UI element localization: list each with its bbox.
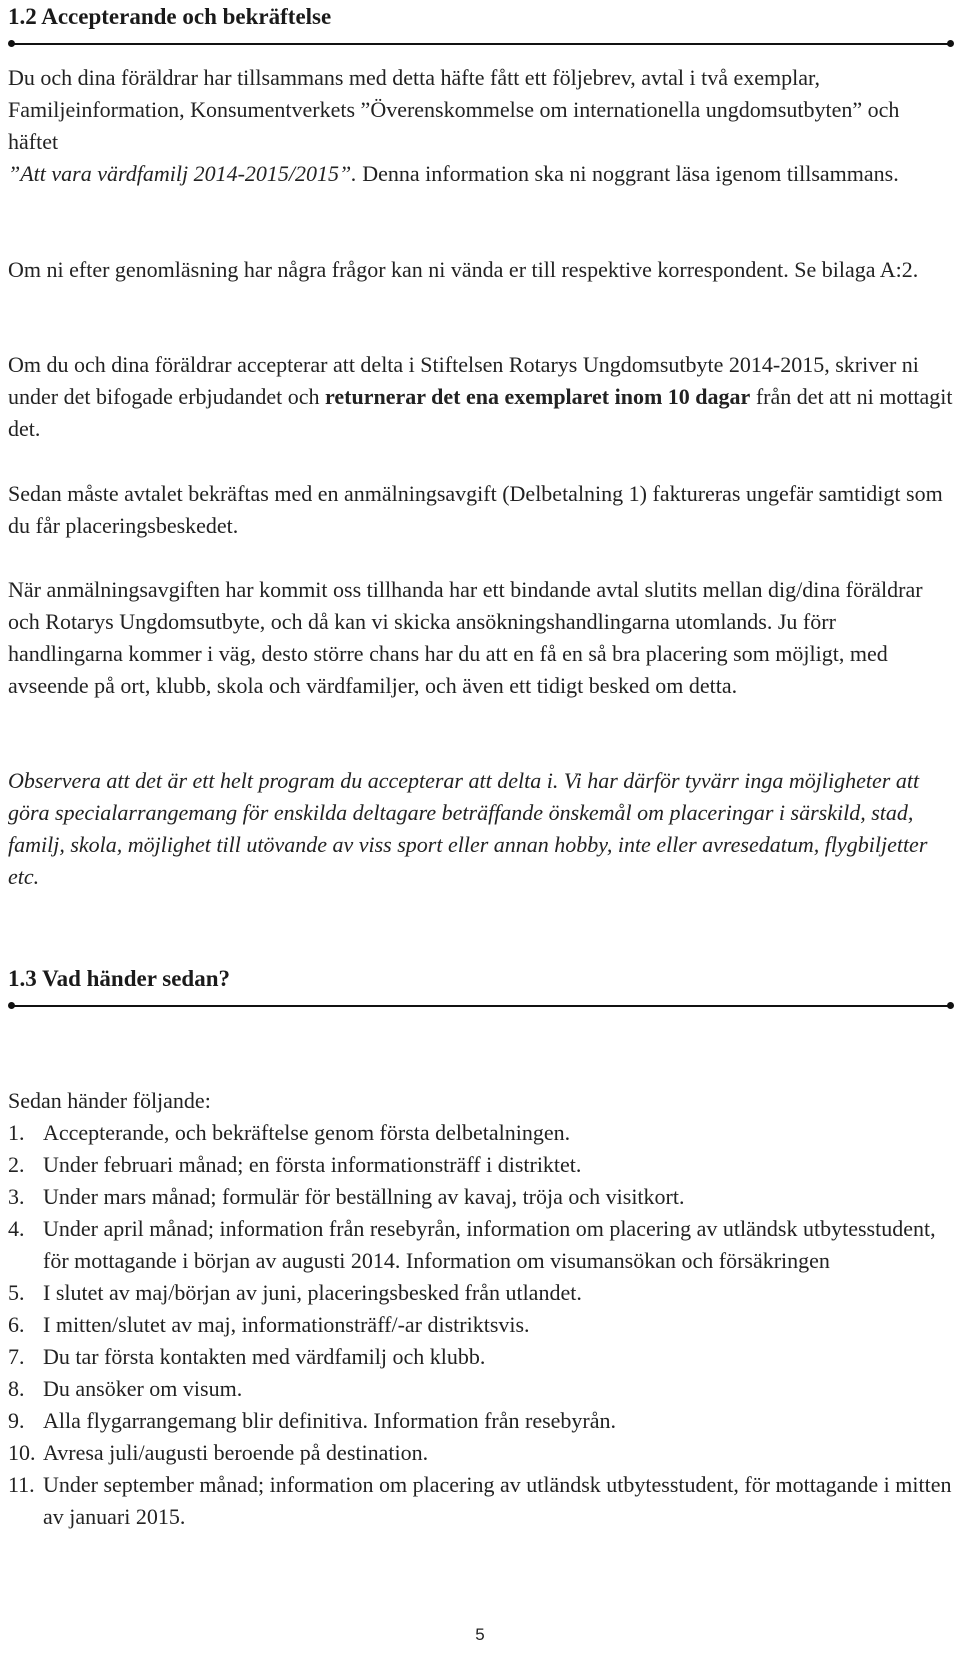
list-item [8,1469,958,1533]
list-item-number: 6. [8,1312,25,1337]
list-item-number: 5. [8,1280,25,1305]
paragraph-program-note: Observera att det är ett helt program du accepterar att delta i. Vi har därför tyvärr inga möjligheter att göra specialarrangemang för enskilda deltagare beträffande önskemål om placeringar i särskild, stad, familj, skola, möjlighet till utövande av viss sport eller annan hobby, inte eller avresedatum, flygbiljetter etc. [8,768,928,889]
list-item-number: 2. [8,1152,25,1177]
list-item-text: I slutet av maj/början av juni, placeringsbesked från utlandet. [43,1280,582,1305]
booklet-title: ”Att vara värdfamilj 2014-2015/2015”. [8,161,357,186]
list-item-text: Under april månad; information från resebyrån, information om placering av utländsk utbytesstudent, för mottagande i början av augusti 2014. Information om visumansökan och försäkringen [43,1216,936,1273]
list-item-number: 10. [8,1440,36,1465]
list-item-text: Avresa juli/augusti beroende på destination. [43,1440,429,1465]
paragraph-questions: Om ni efter genomläsning har några frågor kan ni vända er till respektive korrespondent. Se bilaga A:2. [8,257,919,282]
list-item-number: 4. [8,1216,25,1241]
list-item [8,1341,958,1373]
list-item [8,1213,958,1277]
page-number: 5 [475,1625,485,1644]
paragraph-accept-ending: från det att ni mottagit det. [8,384,953,441]
divider-line [10,43,952,45]
paragraph-binding-agreement: När anmälningsavgiften har kommit oss tillhanda har ett bindande avtal slutits mellan dig/dina föräldrar och Rotarys Ungdomsutbyte, och då kan vi skicka ansökningshandlingarna utomlands. Ju förr handlingarna kommer i väg, desto större chans har du att en få en så bra placering som möjligt, med avseende på ort, klubb, skola och värdfamiljer, och även ett tidigt besked om detta. [8,577,923,698]
list-item-text: Under september månad; information om placering av utländsk utbytesstudent, för mottagande i mitten av januari 2015. [43,1472,952,1529]
list-item-text: Accepterande, och bekräftelse genom första delbetalningen. [43,1120,571,1145]
list-item-text: Du ansöker om visum. [43,1376,243,1401]
return-deadline-emphasis: returnerar det ena exemplaret inom 10 dagar [325,384,751,409]
section-heading-1-2: 1.2 Accepterande och bekräftelse [8,4,332,29]
list-item [8,1117,958,1149]
list-item [8,1149,958,1181]
list-item-number: 11. [8,1472,35,1497]
section-divider [8,1000,954,1012]
section-divider [8,38,954,50]
list-item-text: Under mars månad; formulär för beställning av kavaj, tröja och visitkort. [43,1184,685,1209]
list-item-number: 8. [8,1376,25,1401]
list-item-number: 1. [8,1120,25,1145]
paragraph-confirmation-fee: Sedan måste avtalet bekräftas med en anmälningsavgift (Delbetalning 1) faktureras ungefär samtidigt som du får placeringsbeskedet. [8,481,943,538]
list-item [8,1405,958,1437]
list-item [8,1277,958,1309]
paragraph-accept [8,349,954,445]
paragraph-intro-ending: Denna information ska ni noggrant läsa igenom tillsammans. [356,161,899,186]
steps-intro: Sedan händer följande: [8,1088,211,1113]
list-item-number: 9. [8,1408,25,1433]
paragraph-intro-text: Du och dina föräldrar har tillsammans med detta häfte fått ett följebrev, avtal i två exemplar, Familjeinformation, Konsumentverkets ”Överenskommelse om internationella ungdomsutbyten” och häftet [8,65,900,154]
steps-list [8,1117,958,1533]
paragraph-intro [8,62,954,190]
list-item-text: I mitten/slutet av maj, informationsträff/-ar distriktsvis. [43,1312,530,1337]
list-item [8,1309,958,1341]
divider-dot-right [947,40,954,47]
divider-line [10,1005,952,1007]
list-item-text: Alla flygarrangemang blir definitiva. Information från resebyrån. [43,1408,616,1433]
divider-dot-right [947,1002,954,1009]
list-item [8,1181,958,1213]
list-item [8,1437,958,1469]
list-item-number: 3. [8,1184,25,1209]
paragraph-accept-text: Om du och dina föräldrar accepterar att delta i Stiftelsen Rotarys Ungdomsutbyte 2014-2015, skriver ni under det bifogade erbjudandet och [8,352,919,409]
list-item-text: Under februari månad; en första informationsträff i distriktet. [43,1152,582,1177]
list-item-text: Du tar första kontakten med värdfamilj och klubb. [43,1344,486,1369]
list-item [8,1373,958,1405]
list-item-number: 7. [8,1344,25,1369]
section-heading-1-3: 1.3 Vad händer sedan? [8,966,230,991]
